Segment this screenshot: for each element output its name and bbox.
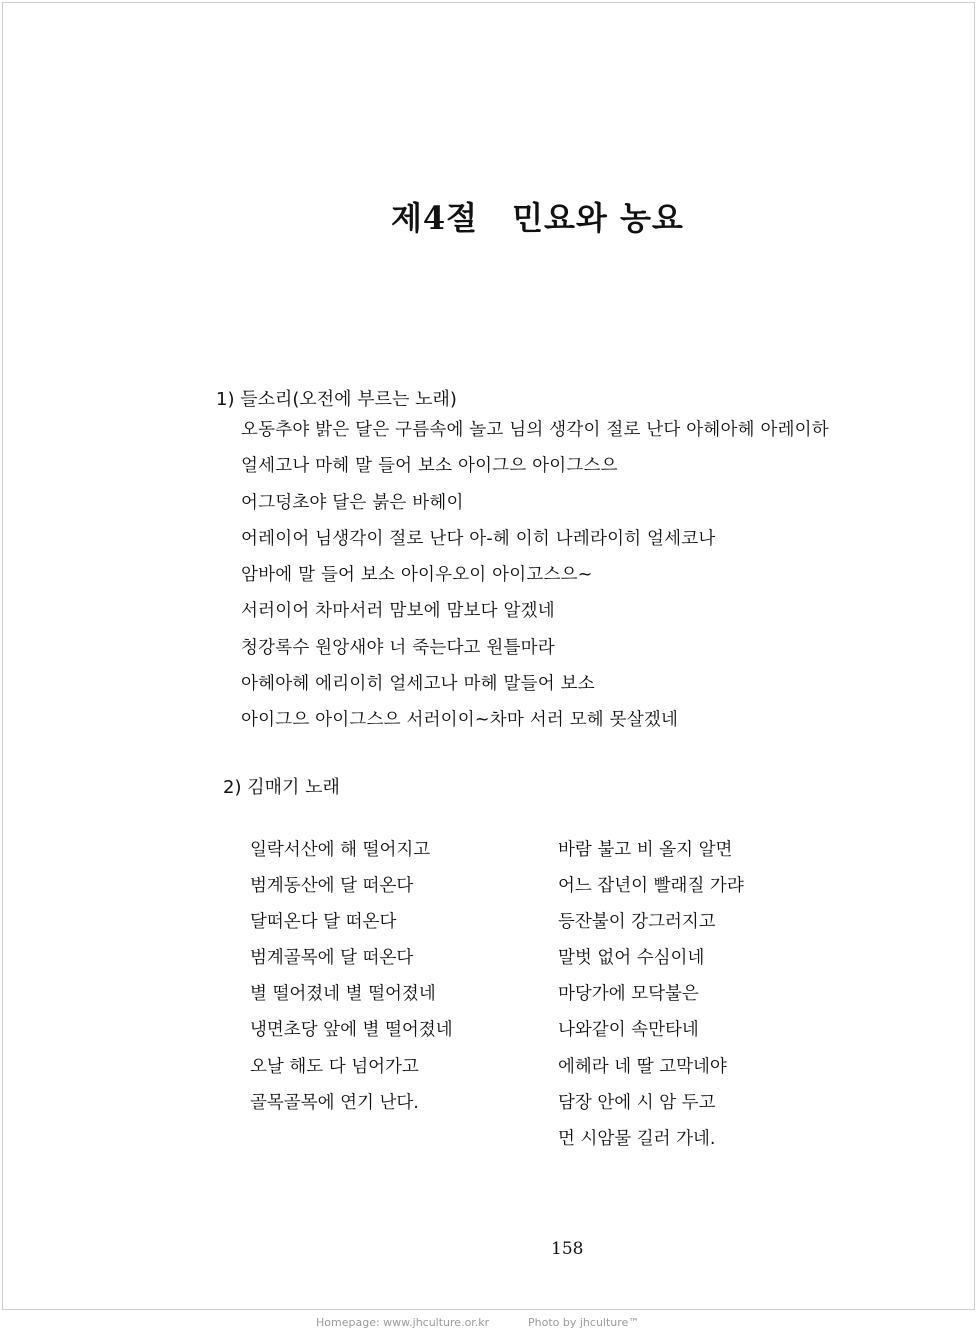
lyric-line: 달떠온다 달 떠온다 bbox=[250, 912, 397, 933]
gimmaegi-right-column bbox=[558, 837, 744, 1162]
lyric-line: 얼세고나 마헤 말 들어 보소 아이그으 아이그스으 bbox=[241, 456, 618, 477]
lyric-line: 어레이어 님생각이 절로 난다 아-헤 이히 나레라이히 얼세코나 bbox=[241, 528, 716, 549]
lyric-line: 어느 잡년이 빨래질 가랴 bbox=[558, 876, 744, 897]
footer-credits bbox=[0, 1313, 979, 1334]
lyric-line: 나와같이 속만타네 bbox=[558, 1020, 699, 1041]
lyric-line: 냉면초당 앞에 별 떨어졌네 bbox=[250, 1020, 453, 1041]
lyric-line: 어그덩초야 달은 붉은 바헤이 bbox=[241, 492, 464, 513]
lyric-line: 골목골목에 연기 난다. bbox=[250, 1092, 419, 1113]
page-sheet bbox=[2, 2, 975, 1310]
lyric-line: 오동추야 밝은 달은 구름속에 놀고 님의 생각이 절로 난다 아헤아헤 아레이하 bbox=[241, 420, 829, 440]
lyric-line: 마당가에 모닥불은 bbox=[558, 984, 699, 1005]
lyric-line: 청강록수 원앙새야 너 죽는다고 원틀마라 bbox=[241, 637, 555, 658]
lyric-line: 암바에 말 들어 보소 아이우오이 아이고스으~ bbox=[241, 565, 593, 586]
lyric-line: 아헤아헤 에리이히 얼세고나 마헤 말들어 보소 bbox=[241, 674, 595, 695]
page-number: 158 bbox=[551, 1239, 584, 1259]
lyric-line: 별 떨어졌네 별 떨어졌네 bbox=[250, 984, 436, 1005]
lyric-line: 범계골목에 달 떠온다 bbox=[250, 948, 414, 969]
lyric-line: 먼 시암물 길러 가네. bbox=[558, 1128, 716, 1149]
section-heading-gimmaegi: 2) 김매기 노래 bbox=[223, 777, 340, 798]
lyric-line: 범계동산에 달 떠온다 bbox=[250, 876, 414, 897]
deulsori-lyrics bbox=[241, 417, 829, 744]
chapter-number: 제4절 bbox=[391, 199, 479, 237]
page-title bbox=[391, 193, 684, 239]
lyric-line: 말벗 없어 수심이네 bbox=[558, 948, 705, 969]
lyric-line: 담장 안에 시 암 두고 bbox=[558, 1092, 716, 1113]
lyric-line: 에헤라 네 딸 고막네야 bbox=[558, 1056, 727, 1077]
homepage-credit: Homepage: www.jhculture.or.kr bbox=[316, 1316, 490, 1329]
gimmaegi-left-column bbox=[250, 837, 453, 1126]
lyric-line: 바람 불고 비 올지 알면 bbox=[558, 840, 733, 860]
lyric-line: 서러이어 차마서러 맘보에 맘보다 알겠네 bbox=[241, 601, 555, 622]
section-heading-deulsori: 1) 들소리(오전에 부르는 노래) bbox=[216, 389, 457, 410]
lyric-line: 등잔불이 강그러지고 bbox=[558, 912, 716, 933]
lyric-line: 아이그으 아이그스으 서러이이~차마 서러 모헤 못살겠네 bbox=[241, 710, 679, 731]
chapter-name: 민요와 농요 bbox=[512, 199, 684, 237]
photo-credit: Photo by jhculture™ bbox=[528, 1316, 640, 1329]
lyric-line: 오날 해도 다 넘어가고 bbox=[250, 1056, 419, 1077]
lyric-line: 일락서산에 해 떨어지고 bbox=[250, 840, 431, 860]
